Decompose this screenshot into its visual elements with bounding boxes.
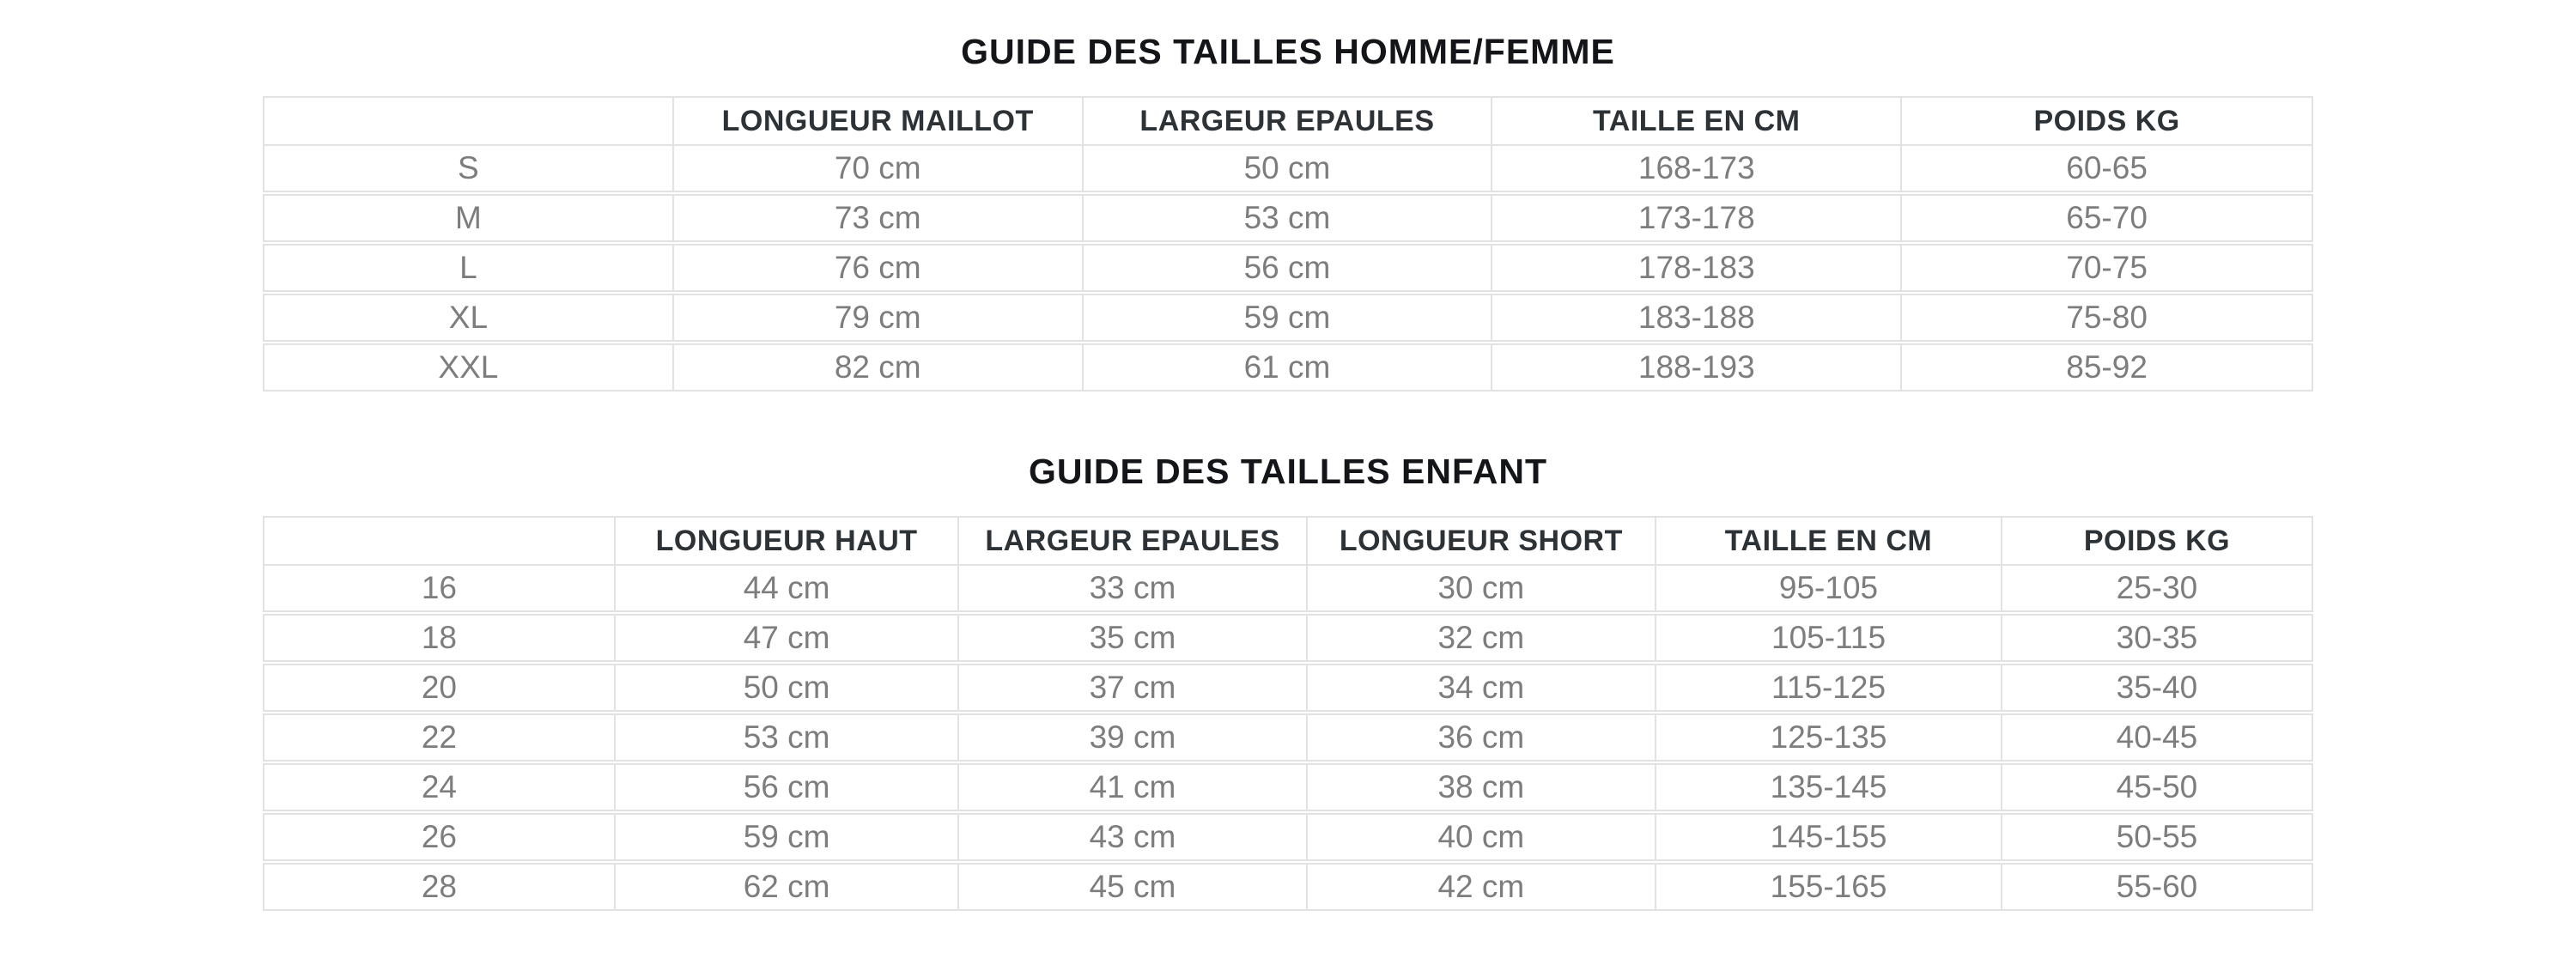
empty-header-cell — [264, 518, 616, 564]
measurement-cell: 173-178 — [1492, 196, 1902, 240]
measurement-cell: 37 cm — [959, 665, 1307, 710]
table-row — [263, 564, 2313, 612]
measurement-cell: 45 cm — [959, 865, 1307, 909]
measurement-cell: 40 cm — [1308, 815, 1656, 859]
measurement-cell: 60-65 — [2066, 150, 2148, 185]
size-guide-adult-section — [0, 31, 2576, 391]
measurement-cell: 178-183 — [1492, 246, 1902, 290]
size-label-cell: S — [264, 146, 674, 191]
measurement-cell: 70-75 — [2066, 250, 2148, 285]
size-label-cell: 28 — [264, 865, 616, 909]
measurement-cell: 43 cm — [959, 815, 1307, 859]
measurement-cell: 70 cm — [674, 146, 1084, 191]
table-row — [263, 614, 2313, 662]
table-row — [263, 144, 2313, 192]
size-guide-child-title: GUIDE DES TAILLES ENFANT — [1028, 452, 1548, 491]
table-row — [263, 294, 2313, 342]
table-row — [263, 194, 2313, 242]
measurement-cell: 38 cm — [1308, 765, 1656, 810]
measurement-cell: 50-55 — [2116, 819, 2198, 854]
column-header: LARGEUR EPAULES — [1084, 98, 1493, 144]
size-label-cell: XXL — [264, 345, 674, 390]
measurement-cell: 59 cm — [616, 815, 960, 859]
size-table-child — [263, 516, 2313, 911]
measurement-cell: 55-60 — [2116, 869, 2198, 904]
size-label-cell: M — [264, 196, 674, 240]
size-label-cell: 22 — [264, 715, 616, 760]
measurement-cell: 188-193 — [1492, 345, 1902, 390]
measurement-cell: 85-92 — [2066, 349, 2148, 385]
column-header: TAILLE EN CM — [1656, 518, 2002, 564]
table-row — [263, 763, 2313, 811]
size-label-cell: XL — [264, 295, 674, 340]
size-guide-child-section — [0, 451, 2576, 911]
measurement-cell: 115-125 — [1656, 665, 2002, 710]
size-label-cell: 18 — [264, 616, 616, 660]
measurement-cell: 36 cm — [1308, 715, 1656, 760]
table-row — [263, 664, 2313, 712]
measurement-cell: 50 cm — [616, 665, 960, 710]
measurement-cell: 47 cm — [616, 616, 960, 660]
measurement-cell: 44 cm — [616, 566, 960, 610]
table-row — [263, 813, 2313, 861]
table-row — [263, 863, 2313, 911]
measurement-cell: 73 cm — [674, 196, 1084, 240]
measurement-cell: 82 cm — [674, 345, 1084, 390]
column-header: TAILLE EN CM — [1492, 98, 1902, 144]
table-row — [263, 244, 2313, 292]
measurement-cell: 45-50 — [2116, 769, 2198, 804]
column-header: LONGUEUR MAILLOT — [674, 98, 1084, 144]
measurement-cell: 42 cm — [1308, 865, 1656, 909]
measurement-cell: 75-80 — [2066, 300, 2148, 335]
measurement-cell: 168-173 — [1492, 146, 1902, 191]
measurement-cell: 40-45 — [2116, 719, 2198, 755]
measurement-cell: 30 cm — [1308, 566, 1656, 610]
measurement-cell: 41 cm — [959, 765, 1307, 810]
column-header: LONGUEUR SHORT — [1308, 518, 1656, 564]
size-label-cell: 16 — [264, 566, 616, 610]
measurement-cell: 33 cm — [959, 566, 1307, 610]
measurement-cell: 53 cm — [616, 715, 960, 760]
measurement-cell: 61 cm — [1084, 345, 1493, 390]
table-header-row — [263, 96, 2313, 144]
measurement-cell: 183-188 — [1492, 295, 1902, 340]
measurement-cell: 59 cm — [1084, 295, 1493, 340]
column-header: LARGEUR EPAULES — [959, 518, 1307, 564]
measurement-cell: 35 cm — [959, 616, 1307, 660]
measurement-cell: 30-35 — [2116, 620, 2198, 655]
measurement-cell: 76 cm — [674, 246, 1084, 290]
measurement-cell: 25-30 — [2116, 570, 2198, 605]
measurement-cell: 155-165 — [1656, 865, 2002, 909]
table-row — [263, 713, 2313, 762]
table-header-row — [263, 516, 2313, 564]
measurement-cell: 65-70 — [2066, 200, 2148, 235]
measurement-cell: 39 cm — [959, 715, 1307, 760]
size-label-cell: 24 — [264, 765, 616, 810]
measurement-cell: 62 cm — [616, 865, 960, 909]
measurement-cell: 50 cm — [1084, 146, 1493, 191]
column-header: LONGUEUR HAUT — [616, 518, 960, 564]
size-label-cell: 20 — [264, 665, 616, 710]
measurement-cell: 56 cm — [616, 765, 960, 810]
measurement-cell: 145-155 — [1656, 815, 2002, 859]
measurement-cell: 35-40 — [2116, 670, 2198, 705]
measurement-cell: 53 cm — [1084, 196, 1493, 240]
measurement-cell: 125-135 — [1656, 715, 2002, 760]
measurement-cell: 79 cm — [674, 295, 1084, 340]
table-row — [263, 343, 2313, 391]
size-label-cell: 26 — [264, 815, 616, 859]
column-header: POIDS KG — [2033, 104, 2180, 137]
measurement-cell: 32 cm — [1308, 616, 1656, 660]
size-label-cell: L — [264, 246, 674, 290]
column-header: POIDS KG — [2083, 524, 2231, 557]
measurement-cell: 56 cm — [1084, 246, 1493, 290]
measurement-cell: 34 cm — [1308, 665, 1656, 710]
measurement-cell: 95-105 — [1656, 566, 2002, 610]
size-table-adult — [263, 96, 2313, 391]
empty-header-cell — [264, 98, 674, 144]
measurement-cell: 105-115 — [1656, 616, 2002, 660]
measurement-cell: 135-145 — [1656, 765, 2002, 810]
size-guide-adult-title: GUIDE DES TAILLES HOMME/FEMME — [961, 32, 1615, 71]
